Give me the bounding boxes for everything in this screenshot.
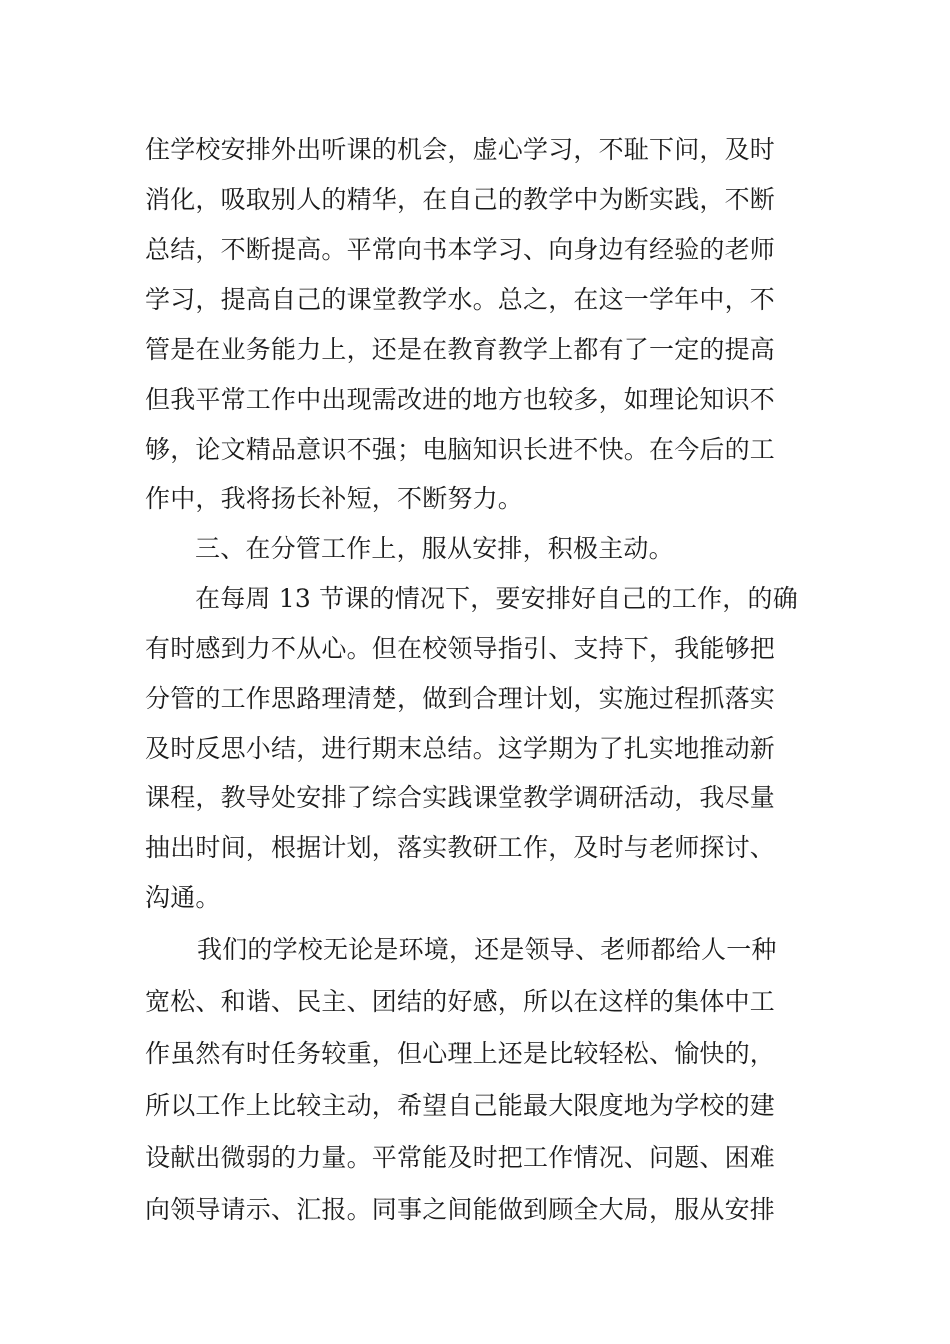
text-line: 及时反思小结，进行期末总结。这学期为了扎实地推动新 [145,734,776,763]
text-line: 但我平常工作中出现需改进的地方也较多，如理论知识不 [145,385,776,414]
text-line: 总结，不断提高。平常向书本学习、向身边有经验的老师 [145,235,776,264]
text-line: 课程，教导处安排了综合实践课堂教学调研活动，我尽量 [145,783,776,812]
text-line: 向领导请示、汇报。同事之间能做到顾全大局，服从安排 [145,1195,776,1224]
text-line: 住学校安排外出听课的机会，虚心学习，不耻下问，及时 [145,135,776,164]
text-line: 宽松、和谐、民主、团结的好感，所以在这样的集体中工 [145,987,776,1016]
text-line: 沟通。 [145,883,221,912]
text-line: 所以工作上比较主动，希望自己能最大限度地为学校的建 [145,1091,776,1120]
text-line: 够，论文精品意识不强；电脑知识长进不快。在今后的工 [145,435,776,464]
paragraph-first-line: 我们的学校无论是环境，还是领导、老师都给人一种 [197,935,777,964]
text-line: 管是在业务能力上，还是在教育教学上都有了一定的提高 [145,335,776,364]
text-line: 消化，吸取别人的精华，在自己的教学中为断实践，不断 [145,185,776,214]
section-heading: 三、在分管工作上，服从安排，积极主动。 [195,534,674,563]
text-line: 分管的工作思路理清楚，做到合理计划，实施过程抓落实 [145,684,776,713]
paragraph-first-line: 在每周 13 节课的情况下，要安排好自己的工作，的确 [195,584,798,613]
text-line: 学习，提高自己的课堂教学水。总之，在这一学年中，不 [145,285,776,314]
text-line: 有时感到力不从心。但在校领导指引、支持下，我能够把 [145,634,776,663]
text-line: 抽出时间，根据计划，落实教研工作，及时与老师探讨、 [145,833,776,862]
text-line: 作中，我将扬长补短，不断努力。 [145,484,524,513]
text-line: 作虽然有时任务较重，但心理上还是比较轻松、愉快的， [145,1039,776,1068]
text-line: 设献出微弱的力量。平常能及时把工作情况、问题、困难 [145,1143,776,1172]
